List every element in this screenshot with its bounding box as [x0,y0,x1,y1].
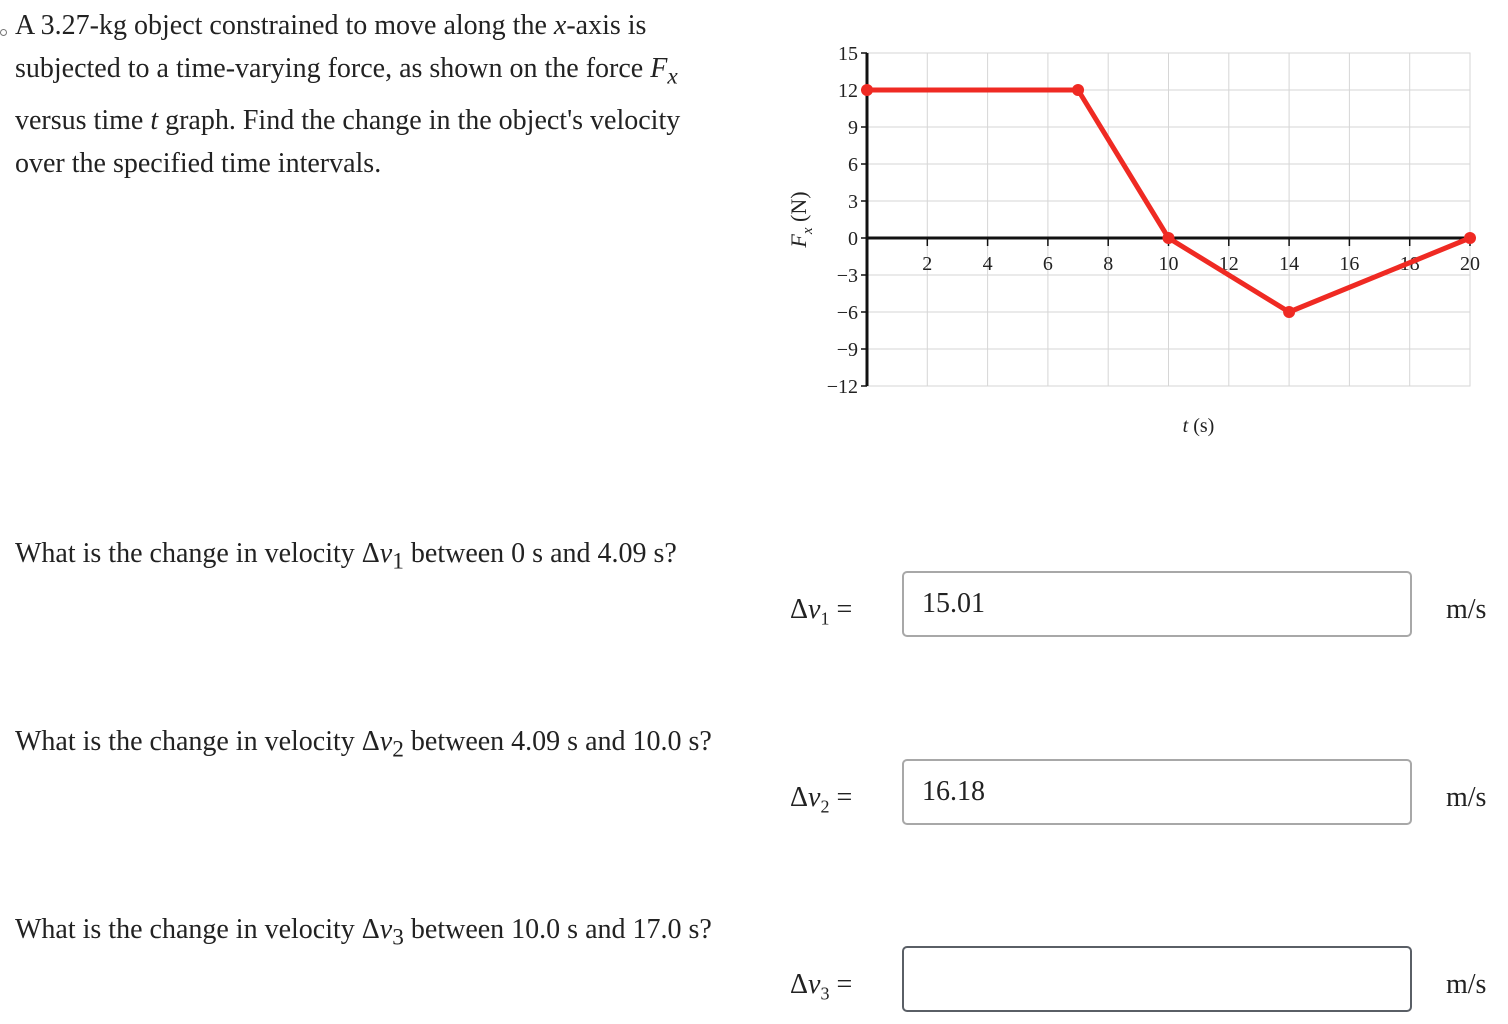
answer-2-label [790,778,852,827]
data-point-2 [1163,232,1175,244]
answer-1-label [790,590,852,639]
y-tick-label-12: 12 [838,80,858,102]
x-tick-label-4: 4 [982,253,993,275]
answer-3-delta: Δ [790,969,809,1000]
answer-2-input[interactable] [902,759,1412,825]
answer-1-sub: 1 [820,608,830,629]
data-point-4 [1464,232,1476,244]
y-tick-label-0: 0 [848,228,858,250]
question-3-text [15,908,715,960]
x-tick-label-20: 20 [1460,253,1480,275]
answer-2-var: v [808,782,821,813]
question-1-suffix: between 0 s and 4.09 s? [403,538,677,569]
answer-2-sub: 2 [820,796,830,817]
answer-2-delta: Δ [790,782,809,813]
answer-1-var: v [808,594,821,625]
answer-2-equals: = [829,782,853,813]
answer-3-sub: 3 [820,983,830,1004]
question-2-text [15,720,715,772]
question-1-prefix: What is the change in velocity Δ [15,538,380,569]
problem-text-1: A 3.27-kg object constrained to move along the [15,10,554,41]
answer-3-unit: m/s [1446,969,1487,1000]
answer-1-equals: = [829,594,853,625]
data-point-1 [1072,84,1084,96]
answer-2-unit: m/s [1446,782,1487,813]
y-tick-label--3: −3 [836,265,858,287]
y-tick-label-9: 9 [848,117,858,139]
question-2-suffix: between 4.09 s and 10.0 s? [403,726,712,757]
x-tick-label-14: 14 [1279,253,1300,275]
question-1-text [15,532,715,584]
problem-var-f-sub: x [667,63,678,90]
question-1-sub: 1 [392,548,404,575]
question-3-var: v [379,914,393,945]
answer-3-label [790,965,852,1014]
x-tick-label-18: 18 [1399,253,1420,275]
question-3-sub: 3 [392,924,404,951]
question-1-var: v [379,538,393,569]
y-axis-label-unit: (N) [786,191,811,228]
data-point-0 [861,84,873,96]
y-tick-label--9: −9 [836,339,858,361]
question-2-var: v [379,726,393,757]
problem-text-4: graph. Find the change in the object's velocity over the specified time intervals. [15,104,681,179]
x-tick-label-8: 8 [1103,253,1114,275]
y-tick-label--12: −12 [826,376,858,398]
problem-statement [15,4,735,185]
x-axis-label-var: t [1182,415,1189,437]
question-3-prefix: What is the change in velocity Δ [15,914,380,945]
force-time-chart [770,30,1490,450]
x-tick-label-16: 16 [1339,253,1360,275]
y-axis-label-sub: x [800,227,816,235]
x-tick-label-12: 12 [1218,253,1239,275]
question-marker-icon [0,29,7,36]
answer-1-input[interactable] [902,571,1412,637]
y-tick-label-3: 3 [848,191,858,213]
question-2-prefix: What is the change in velocity Δ [15,726,380,757]
y-tick-label-6: 6 [848,154,858,176]
x-tick-label-2: 2 [922,253,933,275]
y-axis-label-var: F [786,234,811,248]
answer-3-input[interactable] [902,946,1412,1012]
question-2-sub: 2 [392,736,404,763]
question-3-suffix: between 10.0 s and 17.0 s? [403,914,712,945]
y-axis-label [786,191,816,248]
problem-var-x: x [553,10,567,41]
problem-var-t: t [150,104,159,136]
problem-text-3: versus time [15,104,151,136]
problem-text-2: -axis is subjected to a time-varying force, as shown on the force [15,10,651,84]
problem-var-f: F [650,53,668,84]
y-tick-label-15: 15 [838,43,858,65]
y-tick-label--6: −6 [836,302,858,324]
x-tick-label-10: 10 [1158,253,1179,275]
x-tick-label-6: 6 [1042,253,1053,275]
x-axis-label [1183,415,1215,437]
answer-1-delta: Δ [790,594,809,625]
answer-3-var: v [808,969,821,1000]
data-point-3 [1283,306,1295,318]
answer-1-unit: m/s [1446,594,1487,625]
x-axis-label-unit: (s) [1188,415,1215,437]
answer-3-equals: = [829,969,853,1000]
